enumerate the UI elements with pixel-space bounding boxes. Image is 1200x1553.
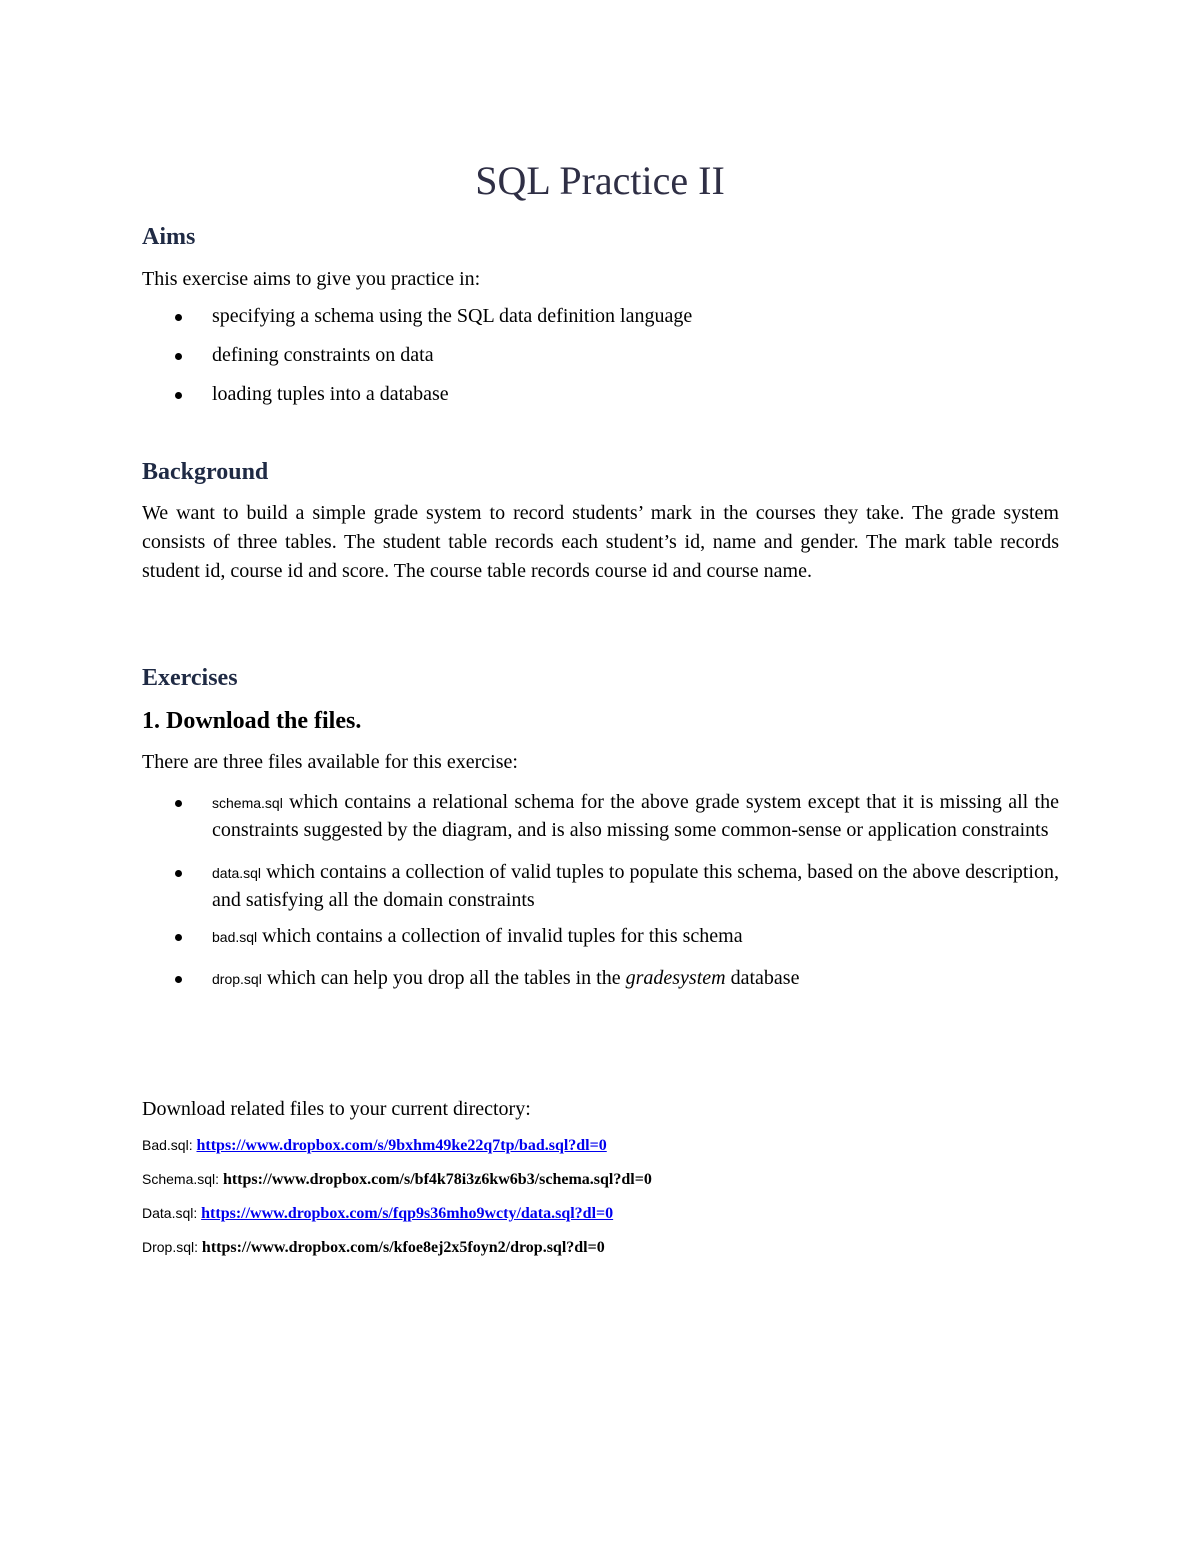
- step1-heading: 1. Download the files.: [142, 708, 362, 734]
- download-label: Bad.sql:: [142, 1137, 197, 1153]
- download-label: Data.sql:: [142, 1205, 202, 1221]
- bullet-icon: [175, 353, 182, 360]
- file-description-tail: database: [725, 967, 800, 989]
- aims-intro: This exercise aims to give you practice in:: [142, 268, 481, 290]
- drop-sql-url: https://www.dropbox.com/s/kfoe8ej2x5foyn2/drop.sql?dl=0: [201, 1239, 605, 1256]
- files-list: [142, 789, 1059, 993]
- bullet-icon: [175, 976, 182, 983]
- file-description: which contains a collection of invalid tuples for this schema: [257, 925, 743, 947]
- page-title: SQL Practice II: [475, 158, 725, 203]
- list-item: [142, 859, 1059, 914]
- download-line-schema: [142, 1169, 652, 1190]
- list-item: defining constraints on data: [142, 342, 692, 381]
- bullet-icon: [175, 870, 182, 877]
- aims-heading: Aims: [142, 224, 196, 250]
- exercises-heading: Exercises: [142, 665, 238, 691]
- schema-sql-url: https://www.dropbox.com/s/bf4k78i3z6kw6b3/schema.sql?dl=0: [222, 1171, 652, 1188]
- data-sql-link[interactable]: https://www.dropbox.com/s/fqp9s36mho9wcty/data.sql?dl=0: [201, 1205, 614, 1222]
- file-description: which can help you drop all the tables in the: [261, 967, 626, 989]
- file-description: which contains a collection of valid tuples to populate this schema, based on the above description, and satisfying all the domain constraints: [212, 861, 1059, 911]
- list-item: [142, 789, 1059, 844]
- file-name: schema.sql: [212, 795, 283, 811]
- bad-sql-link[interactable]: https://www.dropbox.com/s/9bxhm49ke22q7tp/bad.sql?dl=0: [196, 1137, 607, 1154]
- list-item: loading tuples into a database: [142, 381, 692, 420]
- download-line-bad: [142, 1135, 607, 1156]
- download-label: Drop.sql:: [142, 1239, 202, 1255]
- file-name: drop.sql: [212, 971, 262, 987]
- file-description: which contains a relational schema for the above grade system except that it is missing all the constraints suggested by the diagram, and is also missing some common-sense or application constraints: [212, 791, 1059, 841]
- download-line-drop: [142, 1237, 605, 1258]
- file-name: bad.sql: [212, 929, 258, 945]
- step1-intro: There are three files available for this exercise:: [142, 751, 518, 773]
- background-text: We want to build a simple grade system to record students’ mark in the courses they take. The grade system consists of three tables. The student table records each student’s id, name and gender. The mark table records student id, course id and score. The course table records course id and course name.: [142, 502, 1059, 582]
- bullet-icon: [175, 800, 182, 807]
- list-item: specifying a schema using the SQL data definition language: [142, 303, 692, 342]
- bullet-icon: [175, 934, 182, 941]
- download-line-data: [142, 1203, 613, 1224]
- bullet-icon: [175, 392, 182, 399]
- file-name: data.sql: [212, 865, 262, 881]
- list-item: [142, 923, 1059, 951]
- database-name: gradesystem: [625, 967, 726, 989]
- downloads-intro: Download related files to your current directory:: [142, 1098, 531, 1120]
- list-item: [142, 965, 1059, 993]
- aims-list: [142, 303, 692, 420]
- download-label: Schema.sql:: [142, 1171, 223, 1187]
- bullet-icon: [175, 314, 182, 321]
- background-heading: Background: [142, 459, 269, 485]
